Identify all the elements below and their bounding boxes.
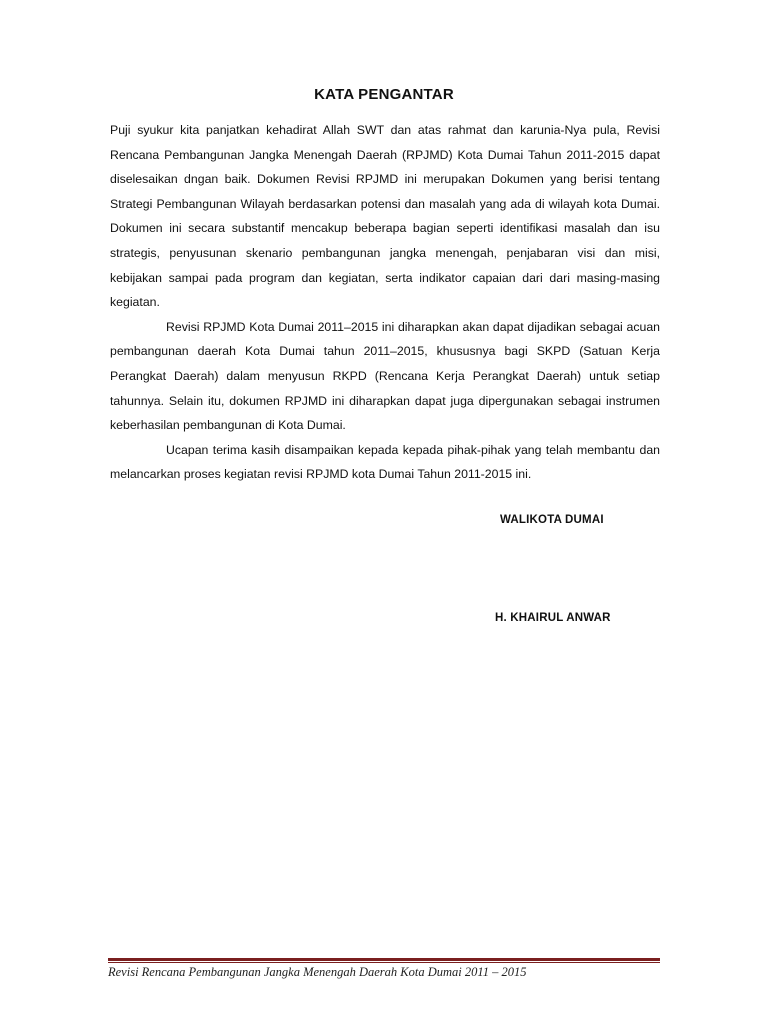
page-title: KATA PENGANTAR xyxy=(314,86,454,103)
footer-divider-thick xyxy=(108,958,660,961)
footer-divider xyxy=(108,958,660,963)
footer-divider-thin xyxy=(108,962,660,963)
footer-text: Revisi Rencana Pembangunan Jangka Menengah Daerah Kota Dumai 2011 – 2015 xyxy=(108,965,527,979)
paragraph-1: Puji syukur kita panjatkan kehadirat Allah SWT dan atas rahmat dan karunia-Nya pula, Revisi Rencana Pembangunan Jangka Menengah Daerah (RPJMD) Kota Dumai Tahun 2011-2015 dapat diselesaikan dngan baik. Dokumen Revisi RPJMD ini merupakan Dokumen yang berisi tentang Strategi Pembangunan Wilayah berdasarkan potensi dan masalah yang ada di wilayah kota Dumai. Dokumen ini secara substantif mencakup beberapa bagian seperti identifikasi masalah dan isu strategis, penyusunan skenario pembangunan jangka menengah, penjabaran visi dan misi, kebijakan sampai pada program dan kegiatan, serta indikator capaian dari dari masing-masing kegiatan. xyxy=(110,123,660,310)
signature-role: WALIKOTA DUMAI xyxy=(500,514,604,526)
signature-name: H. KHAIRUL ANWAR xyxy=(495,612,611,624)
body-text xyxy=(110,118,660,487)
paragraph-2: Revisi RPJMD Kota Dumai 2011–2015 ini diharapkan akan dapat dijadikan sebagai acuan pembangunan daerah Kota Dumai tahun 2011–2015, khususnya bagi SKPD (Satuan Kerja Perangkat Daerah) dalam menyusun RKPD (Rencana Kerja Perangkat Daerah) untuk setiap tahunnya. Selain itu, dokumen RPJMD ini diharapkan dapat juga dipergunakan sebagai instrumen keberhasilan pembangunan di Kota Dumai. xyxy=(110,319,660,433)
paragraph-3: Ucapan terima kasih disampaikan kepada kepada pihak-pihak yang telah membantu dan melancarkan proses kegiatan revisi RPJMD kota Dumai Tahun 2011-2015 ini. xyxy=(110,442,660,482)
